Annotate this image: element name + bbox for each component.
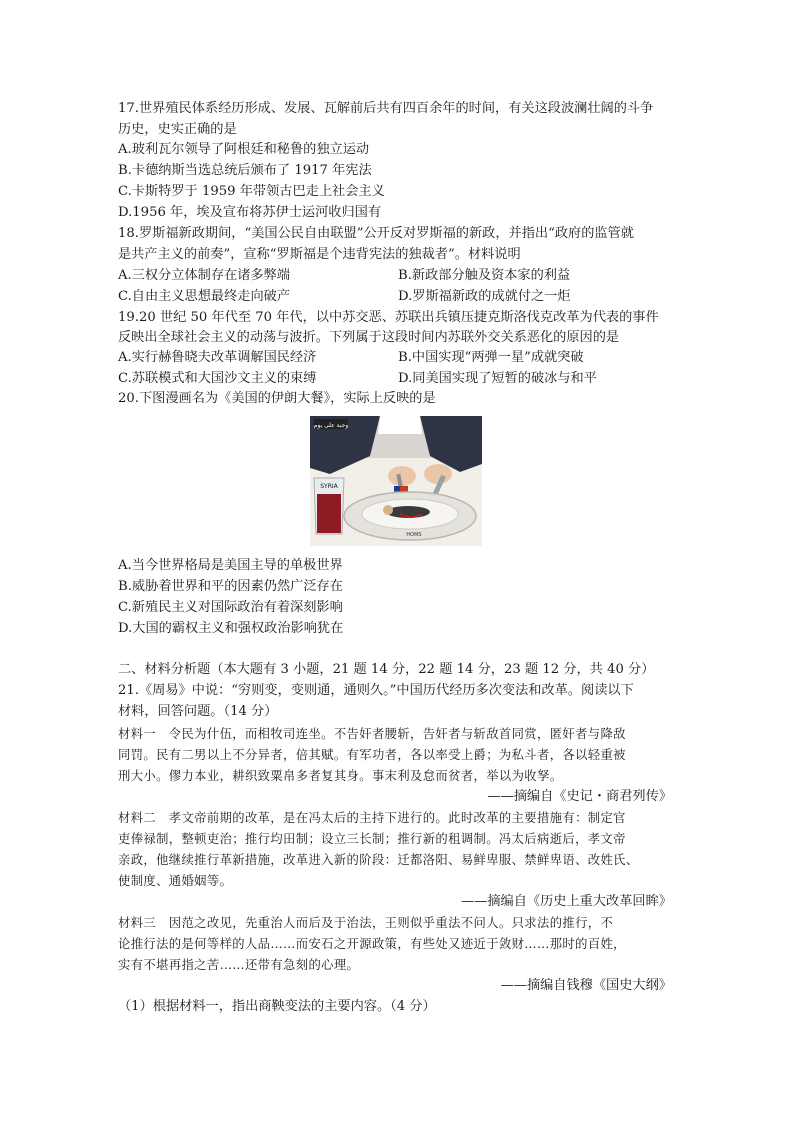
q21-subquestion-1: （1）根据材料一，指出商鞅变法的主要内容。（4 分） (118, 999, 436, 1014)
material1-line2: 同罚。民有二男以上不分异者，倍其赋。有军功者，各以率受上爵；为私斗者，各以轻重被 (118, 748, 626, 762)
q18-option-d: D.罗斯福新政的成就付之一炬 (398, 289, 571, 304)
q18-option-a: A.三权分立体制存在诸多弊端 (118, 268, 290, 283)
q18-option-b: B.新政部分触及资本家的利益 (398, 268, 571, 283)
q17-stem-line1: 17.世界殖民体系经历形成、发展、瓦解前后共有四百余年的时间，有关这段波澜壮阔的斗争 (118, 101, 654, 116)
material2-source: ——摘编自《历史上重大改革回眸》 (461, 894, 672, 909)
material2-line3: 亲政，他继续推行革新措施，改革进入新的阶段：迁都洛阳、易鲜卑服、禁鲜卑语、改姓氏、 (118, 853, 639, 867)
q20-option-b: B.威胁着世界和平的因素仍然广泛存在 (118, 579, 343, 594)
q17-stem-line2: 历史，史实正确的是 (118, 122, 237, 137)
material1-line3: 刑大小。僇力本业，耕织致粟帛多者复其身。事末利及怠而贫者，举以为收孥。 (118, 769, 563, 783)
cartoon-top-label: وجبة على يوم (313, 422, 349, 429)
cartoon-image (310, 416, 482, 546)
cartoon-plate-label: HOMS (406, 532, 422, 538)
q21-stem-line2: 材料，回答问题。（14 分） (118, 704, 278, 719)
q19-option-d: D.同美国实现了短暂的破冰与和平 (398, 371, 597, 386)
q18-stem-line2: 是共产主义的前奏”，宣称“罗斯福是个违背宪法的独裁者”。材料说明 (118, 247, 521, 262)
material1-source: ——摘编自《史记・商君列传》 (487, 789, 672, 804)
cartoon-glass-label: SYRIA (320, 483, 338, 490)
material1-line1: 材料一 令民为什伍，而相牧司连坐。不告奸者腰斩，告奸者与斩敌首同赏，匿奸者与降敌 (118, 727, 626, 741)
q17-option-b: B.卡德纳斯当选总统后颁布了 1917 年宪法 (118, 163, 372, 178)
q20-option-c: C.新殖民主义对国际政治有着深刻影响 (118, 600, 343, 615)
material3-line1: 材料三 因范之改见，先重治人而后及于治法，王则似乎重法不问人。只求法的推行，不 (118, 916, 614, 930)
right-hand (424, 464, 452, 484)
q19-stem-line2: 反映出全球社会主义的动荡与波折。下列属于这段时间内苏联外交关系恶化的原因的是 (118, 330, 620, 345)
q17-option-a: A.玻利瓦尔领导了阿根廷和秘鲁的独立运动 (118, 142, 370, 157)
q17-option-d: D.1956 年，埃及宣布将苏伊士运河收归国有 (118, 205, 382, 220)
q19-option-b: B.中国实现“两弹一星”成就突破 (398, 350, 584, 365)
material3-line3: 实有不堪再指之苦……还带有急刻的心理。 (118, 958, 360, 972)
material3-line2: 论推行法的是何等样的人品……而安石之开源政策，有些处又迹近于敛财……那时的百姓， (118, 937, 626, 951)
q20-stem: 20.下图漫画名为《美国的伊朗大餐》，实际上反映的是 (118, 391, 436, 406)
section2-heading: 二、材料分析题（本大题有 3 小题，21 题 14 分，22 题 14 分，23 题 12 分，共 40 分） (118, 662, 655, 677)
q19-option-a: A.实行赫鲁晓夫改革调解国民经济 (118, 350, 317, 365)
q18-option-c: C.自由主义思想最终走向破产 (118, 289, 291, 304)
q20-option-d: D.大国的霸权主义和强权政治影响犹在 (118, 621, 344, 636)
q20-option-a: A.当今世界格局是美国主导的单极世界 (118, 558, 343, 573)
left-hand (388, 466, 416, 486)
material2-line4: 使制度、通婚姻等。 (118, 874, 233, 888)
material3-source: ——摘编自钱穆《国史大纲》 (500, 978, 672, 993)
q18-stem-line1: 18.罗斯福新政期间，“美国公民自由联盟”公开反对罗斯福的新政，并指出“政府的监管就 (118, 226, 634, 241)
q21-stem-line1: 21.《周易》中说：“穷则变，变则通，通则久。”中国历代经历多次变法和改革。阅读以下 (118, 683, 634, 698)
q19-stem-line1: 19.20 世纪 50 年代至 70 年代，以中苏交恶、苏联出兵镇压捷克斯洛伐克改革为代表的事件 (118, 310, 659, 325)
cartoon-illustration (310, 416, 482, 546)
material2-line1: 材料二 孝文帝前期的改革，是在冯太后的主持下进行的。此时改革的主要措施有：制定官 (118, 811, 626, 825)
material2-line2: 吏俸禄制，整顿吏治；推行均田制；设立三长制；推行新的租调制。冯太后病逝后，孝文帝 (118, 832, 626, 846)
q17-option-c: C.卡斯特罗于 1959 年带领古巴走上社会主义 (118, 184, 385, 199)
q19-option-c: C.苏联模式和大国沙文主义的束缚 (118, 371, 317, 386)
